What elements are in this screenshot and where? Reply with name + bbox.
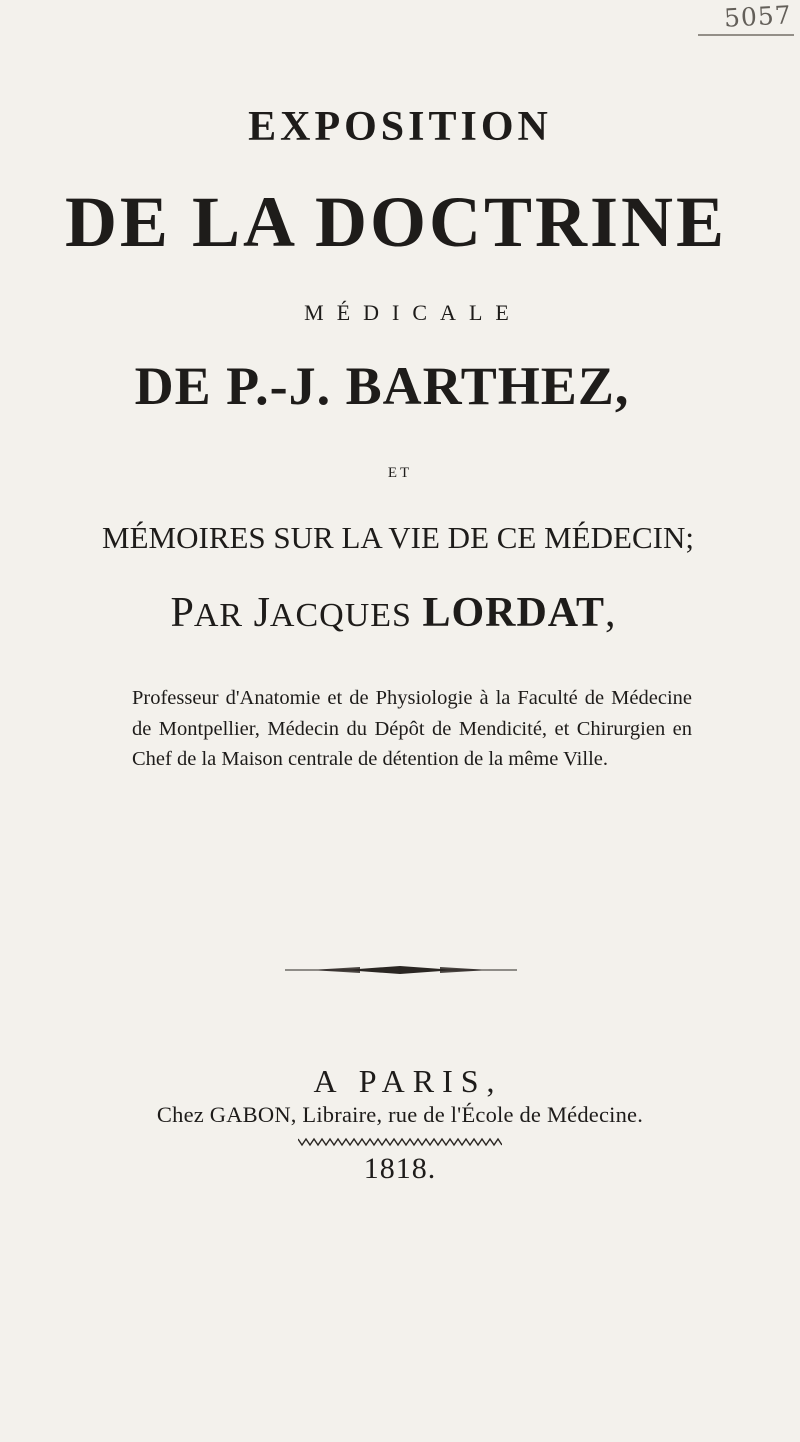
title-barthez: DE P.-J. BARTHEZ, bbox=[134, 356, 630, 416]
title-memoires: MÉMOIRES SUR LA VIE DE CE MÉDECIN; bbox=[102, 520, 694, 555]
author-credentials: Professeur d'Anatomie et de Physiologie à la Faculté de Médecine de Montpellier, Médecin du Dépôt de Mendicité, et Chirurgien en Chef de la Maison centrale de détention de la même Ville. bbox=[132, 687, 692, 770]
author-line bbox=[0, 588, 793, 641]
imprint-publisher: Chez GABON, Libraire, rue de l'École de Médecine. bbox=[156, 1102, 644, 1127]
ornamental-rule bbox=[0, 965, 800, 975]
shelfmark-underline bbox=[698, 34, 794, 36]
author-surname: LORDAT bbox=[422, 590, 606, 636]
author-first-rest: ACQUES bbox=[269, 597, 412, 634]
author-par-initial: P bbox=[170, 590, 194, 636]
shelfmark: 5057 bbox=[723, 0, 793, 33]
decorative-wavy-rule bbox=[298, 1136, 502, 1148]
title-conjunction: ET bbox=[387, 465, 413, 481]
imprint-year: 1818. bbox=[363, 1152, 437, 1185]
title-medicale: MÉDICALE bbox=[304, 300, 522, 325]
imprint-city: A PARIS, bbox=[313, 1063, 503, 1099]
title-doctrine: DE LA DOCTRINE bbox=[64, 182, 728, 262]
author-first-initial: J bbox=[253, 590, 270, 636]
author-trailing-comma: , bbox=[605, 590, 616, 636]
title-exposition: EXPOSITION bbox=[248, 104, 552, 150]
author-par-rest: AR bbox=[193, 597, 244, 634]
